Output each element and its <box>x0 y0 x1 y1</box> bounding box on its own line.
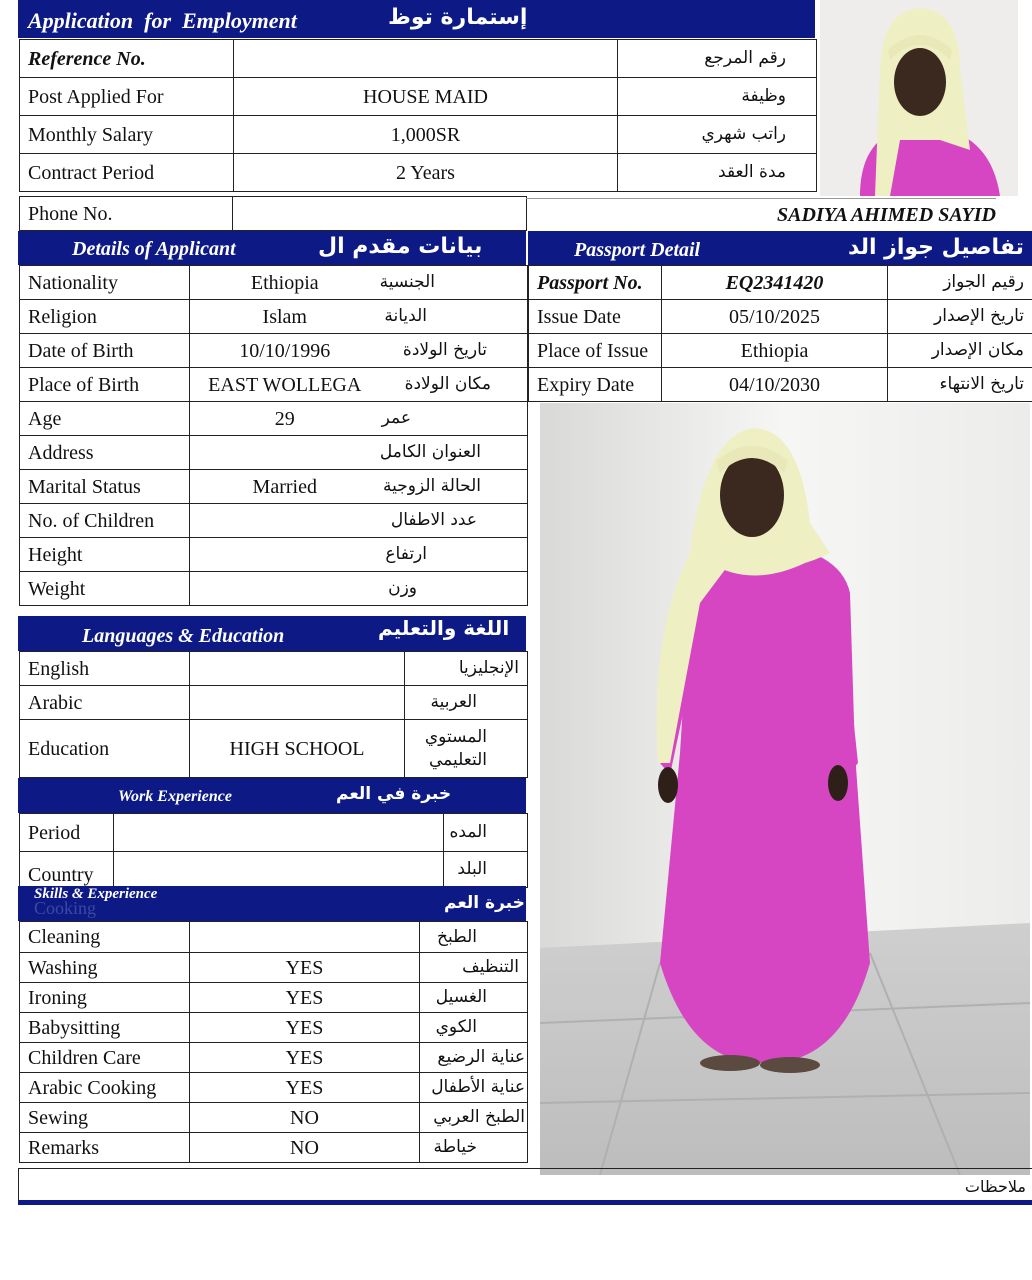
post-label-ar: وظيفة <box>618 78 817 116</box>
place-of-issue-label-ar: مكان الإصدار <box>888 334 1032 368</box>
table-row <box>529 266 1032 300</box>
header-title-en: Application for Employment <box>28 8 297 33</box>
header-band <box>18 0 815 38</box>
portrait-photo-image <box>820 0 1018 196</box>
issue-date-label: Issue Date <box>529 300 662 334</box>
children-care-value: YES <box>190 1043 420 1073</box>
issue-date-label-ar: تاريخ الإصدار <box>888 300 1032 334</box>
cleaning-label: Cleaning <box>20 922 190 953</box>
languages-band <box>18 616 526 651</box>
babysitting-label-ar: الكوي <box>420 1013 528 1043</box>
sewing-value: NO <box>190 1103 420 1133</box>
table-row <box>20 572 528 606</box>
table-row <box>20 1043 528 1073</box>
table-row <box>20 814 528 852</box>
religion-label: Religion <box>20 300 190 334</box>
table-row <box>20 154 817 192</box>
reference-label-ar: رقم المرجع <box>618 40 817 78</box>
arabic-label-ar: العربية <box>405 686 528 720</box>
table-row <box>20 266 528 300</box>
work-title-ar: خبرة في العم <box>336 784 452 804</box>
arabic-value <box>190 686 405 720</box>
washing-value: YES <box>190 953 420 983</box>
skills-title-en: Skills & Experience <box>34 886 158 902</box>
nationality-value: Ethiopia <box>190 266 380 300</box>
dob-label: Date of Birth <box>20 334 190 368</box>
passport-no-value: EQ2341420 <box>662 266 888 300</box>
work-band <box>18 778 526 813</box>
expiry-date-label-ar: تاريخ الانتهاء <box>888 368 1032 402</box>
phone-label: Phone No. <box>20 197 233 231</box>
expiry-date-value: 04/10/2030 <box>662 368 888 402</box>
skills-title-ar: خبرة العم <box>444 893 525 913</box>
table-row <box>20 197 527 231</box>
nationality-label-ar: الجنسية <box>380 266 528 300</box>
salary-value: 1,000SR <box>234 116 618 154</box>
passport-table <box>528 265 1032 402</box>
remarks-value: NO <box>190 1133 420 1163</box>
contract-label-ar: مدة العقد <box>618 154 817 192</box>
height-label: Height <box>20 538 190 572</box>
work-table <box>19 813 528 888</box>
children-label-ar: عدد الاطفال <box>380 504 528 538</box>
header-title-ar: إستمارة توظ <box>388 5 528 30</box>
ironing-value: YES <box>190 983 420 1013</box>
table-row <box>20 40 817 78</box>
children-care-label-ar: عناية الرضيع <box>420 1043 528 1073</box>
skills-overlap-label: Cooking <box>34 898 97 918</box>
arabic-cooking-value: YES <box>190 1073 420 1103</box>
remarks-label: Remarks <box>20 1133 190 1163</box>
table-row <box>20 368 528 402</box>
full-body-photo-image <box>540 403 1030 1175</box>
religion-value: Islam <box>190 300 380 334</box>
passport-no-label: Passport No. <box>529 266 662 300</box>
cleaning-label-ar: الطبخ <box>420 922 528 953</box>
washing-label: Washing <box>20 953 190 983</box>
nationality-label: Nationality <box>20 266 190 300</box>
table-row <box>20 1073 528 1103</box>
languages-title-ar: اللغة والتعليم <box>378 616 510 640</box>
table-row <box>20 538 528 572</box>
skills-table <box>19 921 528 1163</box>
table-row <box>20 78 817 116</box>
children-label: No. of Children <box>20 504 190 538</box>
marital-value: Married <box>190 470 380 504</box>
table-row <box>20 436 528 470</box>
expiry-date-label: Expiry Date <box>529 368 662 402</box>
place-of-issue-value: Ethiopia <box>662 334 888 368</box>
table-row <box>20 852 528 888</box>
english-value <box>190 652 405 686</box>
country-label-ar: البلد <box>444 852 528 888</box>
education-label-ar: المستوي التعليمي <box>405 720 528 778</box>
dob-label-ar: تاريخ الولادة <box>380 334 528 368</box>
marital-label: Marital Status <box>20 470 190 504</box>
babysitting-value: YES <box>190 1013 420 1043</box>
post-value: HOUSE MAID <box>234 78 618 116</box>
remarks-label-ar: ملاحظات <box>964 1177 1026 1196</box>
sewing-label: Sewing <box>20 1103 190 1133</box>
address-label: Address <box>20 436 190 470</box>
education-label: Education <box>20 720 190 778</box>
ironing-label-ar: الغسيل <box>420 983 528 1013</box>
weight-label-ar: وزن <box>380 572 528 606</box>
table-row <box>20 402 528 436</box>
table-row <box>20 470 528 504</box>
reference-value <box>234 40 618 78</box>
children-value <box>190 504 380 538</box>
period-label-ar: المده <box>444 814 528 852</box>
pob-label-ar: مكان الولادة <box>380 368 528 402</box>
age-value: 29 <box>190 402 380 436</box>
languages-table <box>19 651 528 778</box>
reference-label: Reference No. <box>20 40 234 78</box>
table-row <box>20 983 528 1013</box>
pob-value: EAST WOLLEGA <box>190 368 380 402</box>
issue-date-value: 05/10/2025 <box>662 300 888 334</box>
age-label-ar: عمر <box>380 402 528 436</box>
table-row <box>529 368 1032 402</box>
dob-value: 10/10/1996 <box>190 334 380 368</box>
table-row <box>20 1103 528 1133</box>
english-label-ar: الإنجليزيا <box>405 652 528 686</box>
place-of-issue-label: Place of Issue <box>529 334 662 368</box>
passport-no-label-ar: رقيم الجواز <box>888 266 1032 300</box>
salary-label: Monthly Salary <box>20 116 234 154</box>
cleaning-value <box>190 922 420 953</box>
table-row <box>529 300 1032 334</box>
table-row <box>20 686 528 720</box>
remarks-row <box>18 1168 1032 1202</box>
contract-value: 2 Years <box>234 154 618 192</box>
children-care-label: Children Care <box>20 1043 190 1073</box>
table-row <box>529 334 1032 368</box>
babysitting-label: Babysitting <box>20 1013 190 1043</box>
age-label: Age <box>20 402 190 436</box>
table-row <box>20 652 528 686</box>
applicant-full-body-photo <box>540 403 1030 1175</box>
arabic-cooking-label: Arabic Cooking <box>20 1073 190 1103</box>
sewing-label-ar: الطبخ العربي <box>420 1103 528 1133</box>
country-label: Country <box>20 852 114 888</box>
table-row <box>20 1013 528 1043</box>
details-band <box>18 231 526 265</box>
table-row <box>20 504 528 538</box>
table-row <box>20 1133 528 1163</box>
weight-value <box>190 572 380 606</box>
arabic-cooking-label-ar: عناية الأطفال <box>420 1073 528 1103</box>
details-title-en: Details of Applicant <box>72 238 236 260</box>
period-label: Period <box>20 814 114 852</box>
height-label-ar: ارتفاع <box>380 538 528 572</box>
table-row <box>20 953 528 983</box>
english-label: English <box>20 652 190 686</box>
period-value <box>114 814 444 852</box>
details-title-ar: بيانات مقدم ال <box>318 234 483 259</box>
remarks-label-ar: خياطة <box>420 1133 528 1163</box>
top-info-table <box>19 39 817 192</box>
phone-table <box>19 196 527 231</box>
washing-label-ar: التنظيف <box>420 953 528 983</box>
passport-title-en: Passport Detail <box>574 239 701 261</box>
passport-title-ar: تفاصيل جواز الد <box>848 235 1024 260</box>
marital-label-ar: الحالة الزوجية <box>380 470 528 504</box>
education-value: HIGH SCHOOL <box>190 720 405 778</box>
table-row <box>20 116 817 154</box>
address-label-ar: العنوان الكامل <box>380 436 528 470</box>
applicant-name: SADIYA AHIMED SAYID <box>526 198 996 230</box>
table-row <box>20 334 528 368</box>
ironing-label: Ironing <box>20 983 190 1013</box>
address-value <box>190 436 380 470</box>
passport-band <box>528 231 1032 265</box>
arabic-label: Arabic <box>20 686 190 720</box>
height-value <box>190 538 380 572</box>
table-row <box>20 720 528 778</box>
work-title-en: Work Experience <box>118 788 232 805</box>
skills-band <box>18 886 526 921</box>
languages-title-en: Languages & Education <box>82 625 285 647</box>
phone-value <box>233 197 527 231</box>
religion-label-ar: الديانة <box>380 300 528 334</box>
table-row <box>20 300 528 334</box>
weight-label: Weight <box>20 572 190 606</box>
details-table <box>19 265 528 606</box>
contract-label: Contract Period <box>20 154 234 192</box>
footer-rule <box>18 1200 1032 1205</box>
salary-label-ar: راتب شهري <box>618 116 817 154</box>
table-row <box>20 922 528 953</box>
country-value <box>114 852 444 888</box>
post-label: Post Applied For <box>20 78 234 116</box>
applicant-portrait-photo <box>820 0 1018 196</box>
pob-label: Place of Birth <box>20 368 190 402</box>
